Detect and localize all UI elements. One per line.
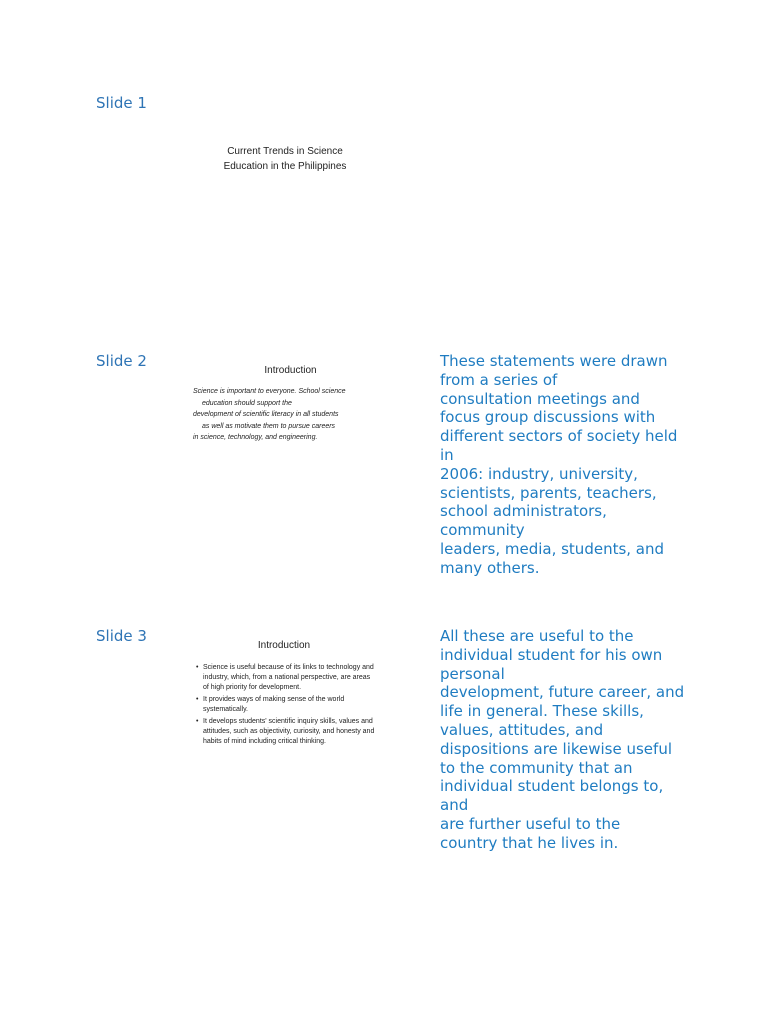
- slide-2-notes-line: consultation meetings and: [440, 389, 640, 408]
- slide-2-body-line: education should support the: [202, 399, 292, 407]
- slide-3-bullet-list: [193, 663, 375, 747]
- slide-3-notes-line: dispositions are likewise useful: [440, 739, 672, 758]
- slide-2-body-line: in science, technology, and engineering.: [193, 434, 318, 441]
- slide-2-thumbnail: [193, 365, 388, 444]
- slide-3-bullet: • Science is useful because of its links to technology and industry, which, from a national perspective, are areas of high priority for development.: [193, 663, 375, 693]
- slide-1-label: Slide 1: [96, 94, 147, 112]
- slide-2-notes-line: These statements were drawn: [440, 352, 668, 370]
- slide-2-notes-line: scientists, parents, teachers,: [440, 483, 657, 502]
- slide-3-notes-line: individual student for his own: [440, 645, 663, 664]
- slide-3-bullet: • It develops students' scientific inquiry skills, values and attitudes, such as objectivity, curiosity, and honesty and habits of mind including critical thinking.: [193, 717, 375, 747]
- slide-3-notes-line: country that he lives in.: [440, 833, 619, 852]
- slide-2-body-line: as well as motivate them to pursue careers: [202, 422, 336, 430]
- slide-2-body: [193, 386, 388, 444]
- slide-2-body-line: Science is important to everyone. School science: [193, 388, 346, 395]
- slide-2-notes-line: school administrators,: [440, 502, 607, 521]
- slide-3-notes-line: development, future career, and: [440, 683, 685, 702]
- slide-3-notes-line: and: [440, 796, 469, 815]
- slide-2-notes-line: many others.: [440, 558, 540, 577]
- slide-3-label: Slide 3: [96, 627, 147, 645]
- slide-2-notes-line: leaders, media, students, and: [440, 539, 665, 558]
- slide-3-notes-line: are further useful to the: [440, 814, 621, 833]
- slide-2-body-line: development of scientific literacy in all students: [193, 411, 339, 418]
- slide-2-heading: Introduction: [264, 365, 317, 376]
- slide-2-notes-line: focus group discussions with: [440, 408, 656, 427]
- slide-3-thumbnail: [193, 640, 375, 749]
- slide-2-notes-line: different sectors of society held: [440, 427, 678, 446]
- slide-1-title-line: Education in the Philippines: [223, 161, 347, 172]
- slide-3-notes-line: individual student belongs to,: [440, 777, 664, 796]
- slide-2-notes: [440, 352, 710, 578]
- slide-1-thumbnail: [190, 144, 380, 174]
- slide-1-title: [190, 144, 380, 174]
- slide-3-notes-line: All these are useful to the: [440, 627, 634, 645]
- slide-3-notes-line: personal: [440, 664, 505, 683]
- slide-3-bullet: • It provides ways of making sense of the world systematically.: [193, 695, 375, 715]
- slide-2-notes-line: from a series of: [440, 370, 558, 389]
- slide-2-notes-line: in: [440, 445, 454, 464]
- slide-3-notes-line: life in general. These skills,: [440, 702, 644, 721]
- slide-3-notes: [440, 627, 710, 853]
- slide-3-heading: Introduction: [257, 640, 311, 651]
- slide-2-notes-line: community: [440, 521, 525, 540]
- slide-2-label: Slide 2: [96, 352, 147, 370]
- slide-1-title-line: Current Trends in Science: [227, 146, 343, 157]
- slide-3-notes-line: values, attitudes, and: [440, 720, 604, 739]
- slide-2-notes-line: 2006: industry, university,: [440, 464, 638, 483]
- slide-3-notes-line: to the community that an: [440, 758, 633, 777]
